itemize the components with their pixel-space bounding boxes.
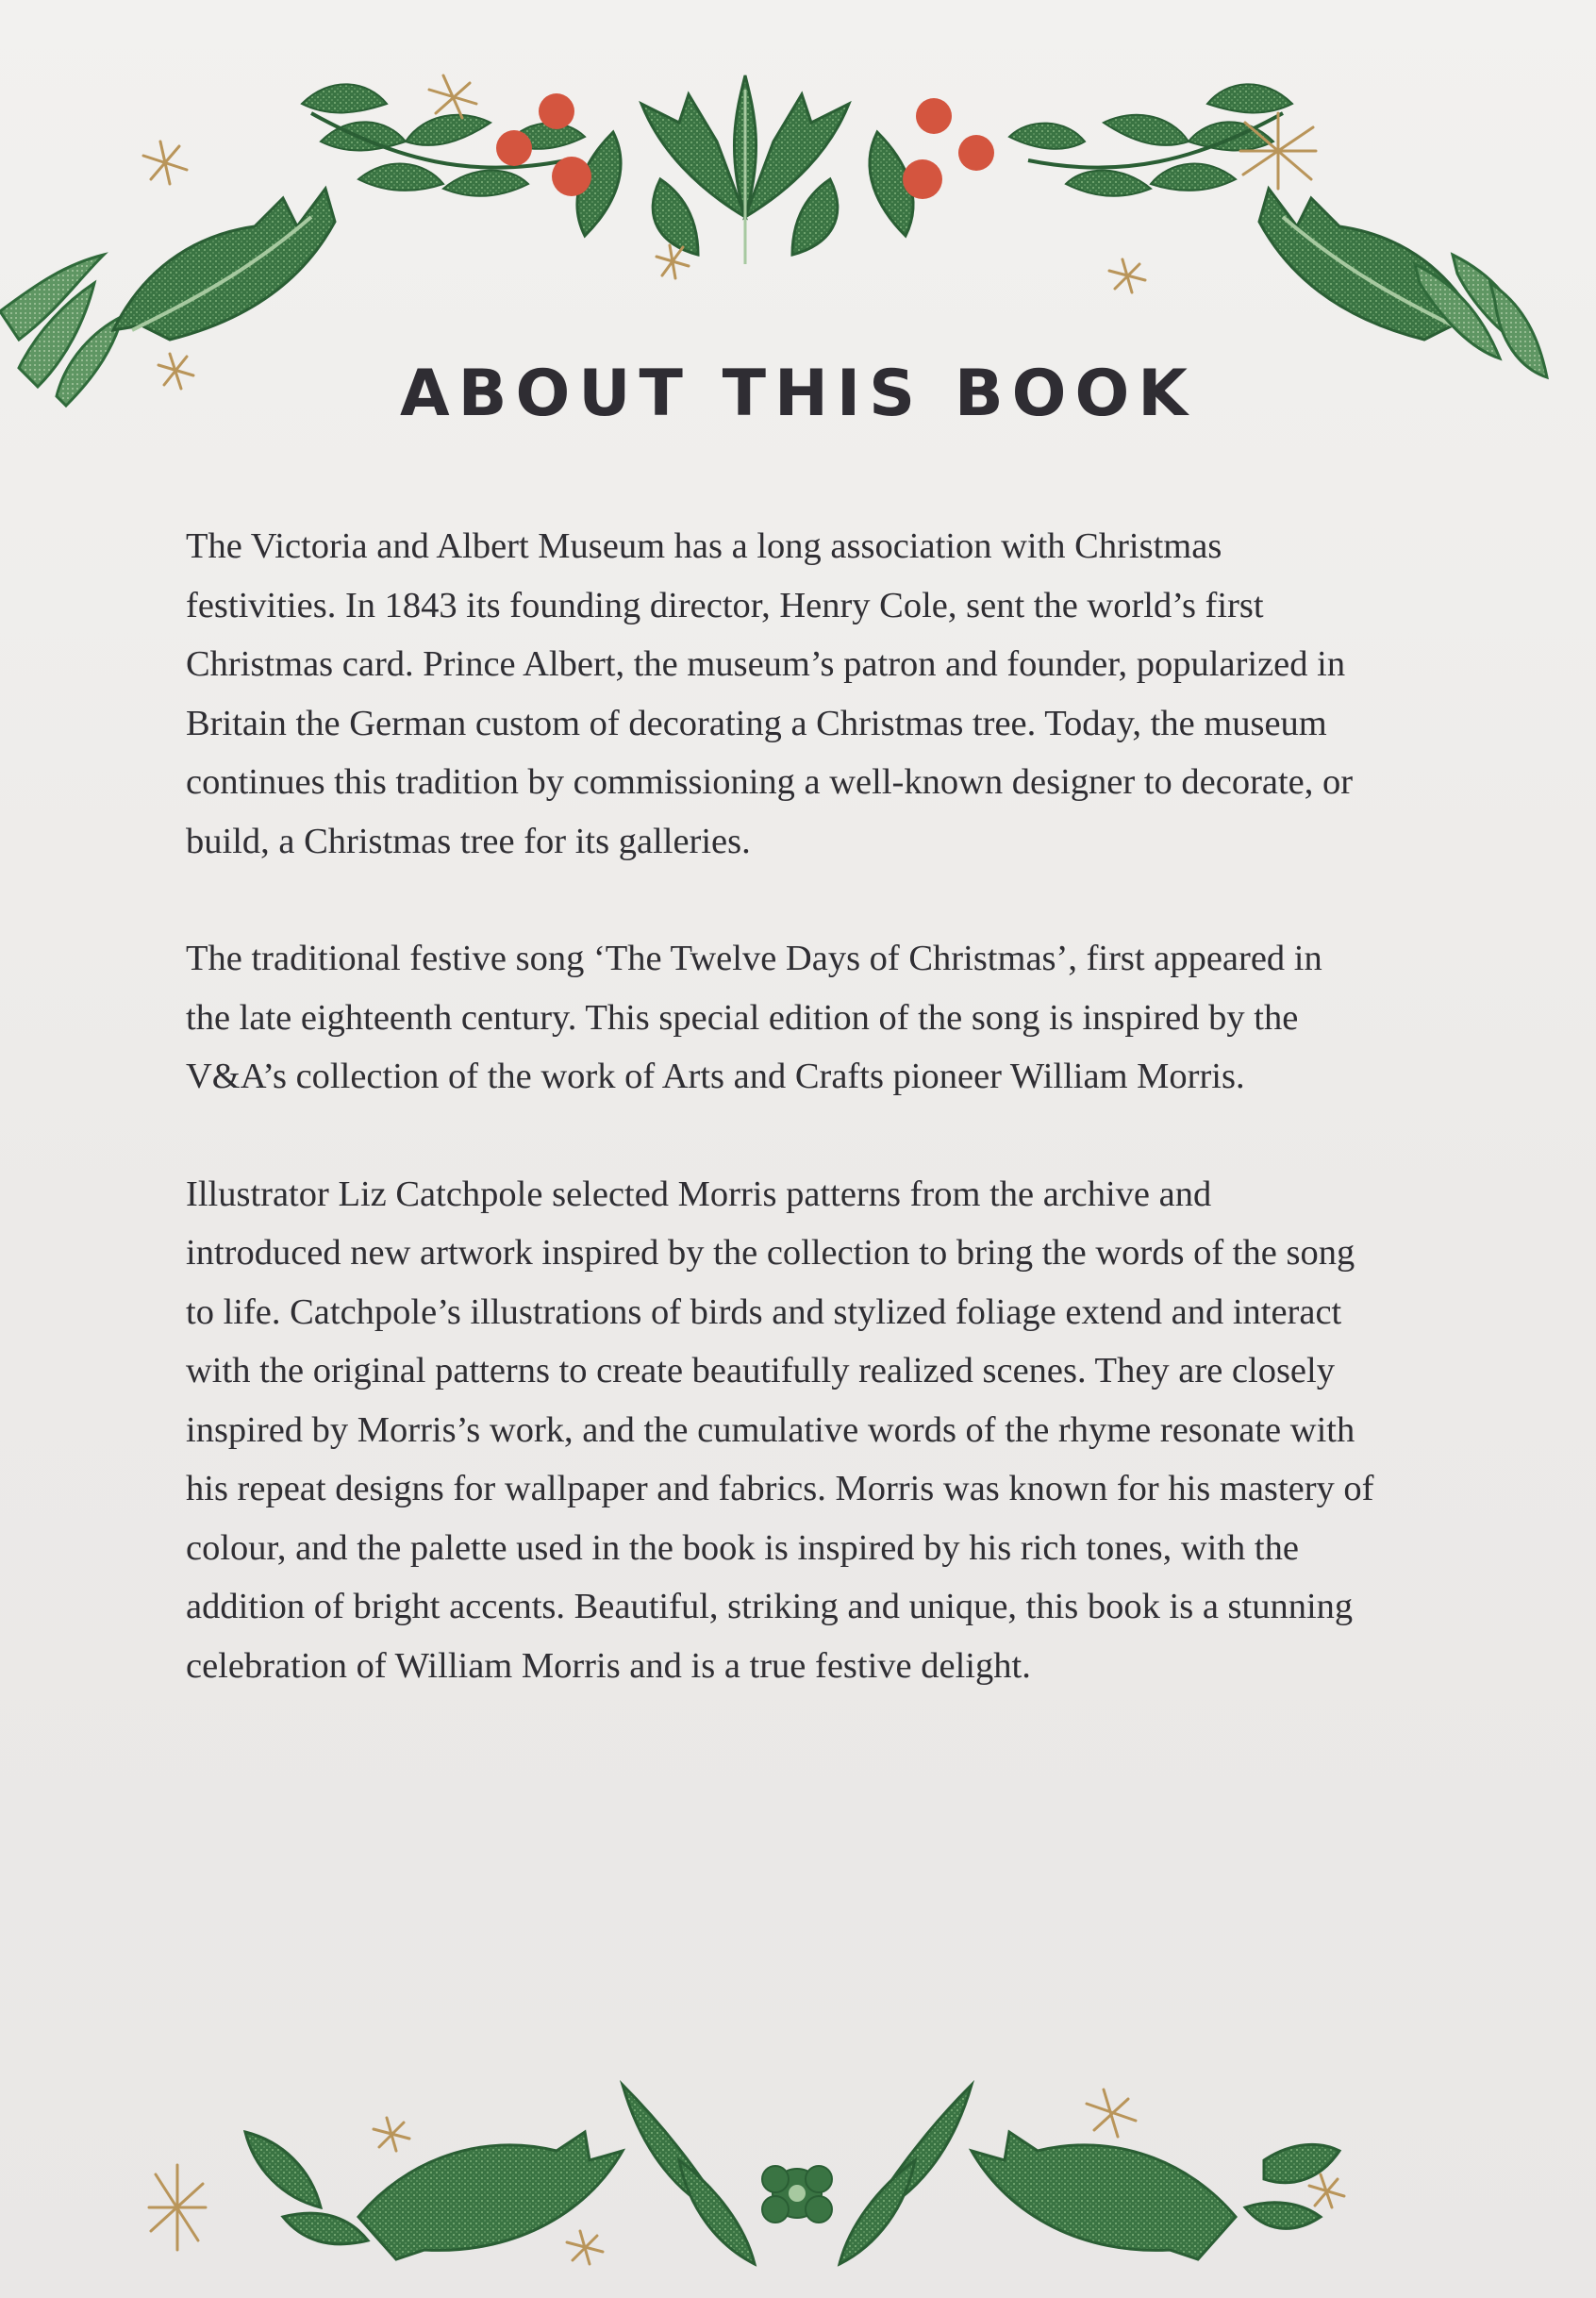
body-text (186, 517, 1374, 1754)
leaf-sprig-icon (245, 2132, 321, 2207)
paragraph: The traditional festive song ‘The Twelve Days of Christmas’, first appeared in the late eighteenth century. This special edition of the song is inspired by the V&A’s collection of the work of Arts and Crafts pioneer William Morris. (186, 939, 1322, 1096)
holly-leaf-icon (113, 189, 335, 340)
leaf-sprig-icon (283, 2213, 368, 2244)
paragraph: Illustrator Liz Catchpole selected Morris patterns from the archive and introduced new artwork inspired by the collection to bring the words of the song to life. Catchpole’s illustrations of birds and stylized foliage extend and interact with the original patterns to create beautifully realized scenes. They are closely inspired by Morris’s work, and the cumulative words of the rhyme resonate with his repeat designs for wallpaper and fabrics. Morris was known for his mastery of colour, and the palette used in the book is inspired by his rich tones, with the addition of bright accents. Beautiful, striking and unique, this book is a stunning celebration of William Morris and is a true festive delight. (186, 1174, 1374, 1686)
page-title: ABOUT THIS BOOK (400, 357, 1196, 431)
leaf-sprig-icon (1264, 2144, 1339, 2182)
leaf-branch-icon (1009, 84, 1292, 195)
leaf-sprig-icon (1245, 2203, 1321, 2229)
holly-garland-bottom (0, 2047, 1596, 2298)
paragraph: The Victoria and Albert Museum has a long association with Christmas festivities. In 1843 its founding director, Henry Cole, sent the world’s first Christmas card. Prince Albert, the museum’s patron and founder, popularized in Britain the German custom of decorating a Christmas tree. Today, the museum continues this tradition by commissioning a well-known designer to decorate, or build, a Christmas tree for its galleries. (186, 526, 1354, 861)
holly-leaf-icon (972, 2132, 1236, 2259)
